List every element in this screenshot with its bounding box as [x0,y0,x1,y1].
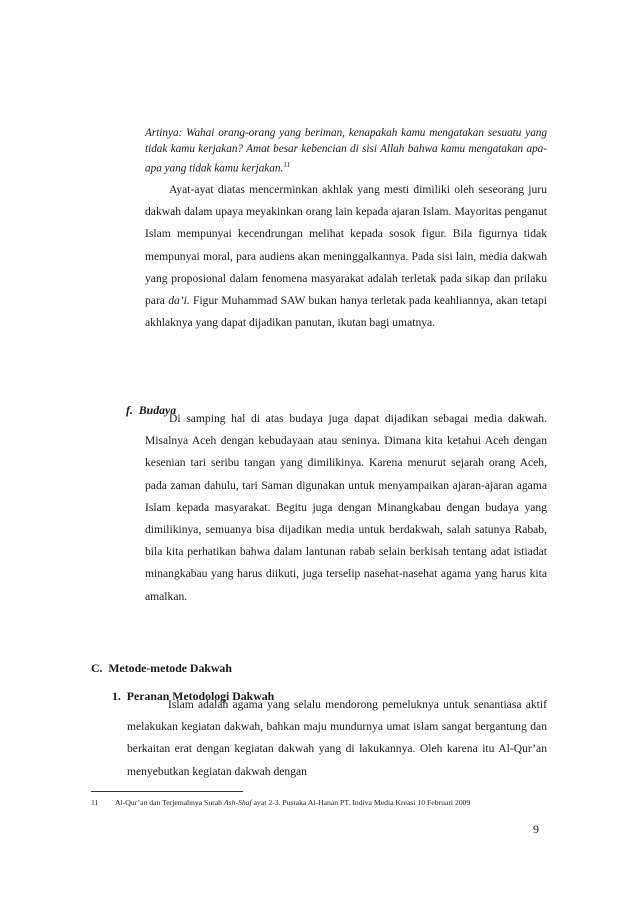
paragraph-akhlak [145,179,547,334]
subsection-1-title: Peranan Metodologi Dakwah [126,689,275,703]
footnote-after: ayat 2-3. Pustaka Al-Hanan PT. Indiva Media Kreasi 10 Februari 2009 [251,798,471,807]
paragraph-metodologi [127,694,547,783]
section-f-label: f. [126,403,133,417]
footnote-italic: Ash-Shaf [223,798,252,807]
section-c-label: C. [91,661,103,675]
section-c-heading [91,660,232,676]
quote-text: Artinya: Wahai orang-orang yang beriman, kenapakah kamu mengatakan sesuatu yang tidak kamu kerjakan? Amat besar kebencian di sisi Allah bahwa kamu mengatakan apa-apa yang tidak kamu kerjakan. [145,127,547,175]
paragraph1-italic: da’i. [168,294,190,308]
footnote-before: Al-Qur’an dan Terjemahnya Surah [115,798,224,807]
footnote-number: 11 [91,798,99,807]
quote-translation [145,126,547,177]
footnote [91,797,551,808]
section-f-title: Budaya [138,403,177,417]
paragraph-budaya [145,408,547,608]
page-number: 9 [533,822,539,836]
subsection-1-label: 1. [112,689,121,703]
section-f-text: Di samping hal di atas budaya juga dapat dijadikan sebagai media dakwah. Misalnya Aceh dengan kebudayaan atau seninya. Dimana kita ketahui Aceh dengan kesenian tari seribu tangan yang dimilikinya. Karena menurut sejarah orang Aceh, pada zaman dahulu, tari Saman digunakan untuk menyampaikan ajaran-ajaran agama Islam kepada masyarakat. Begitu juga dengan Minangkabau dengan budaya yang dimilikinya, semuanya bisa dijadikan media untuk berdakwah, salah satunya Rabab, bila kita perhatikan bahwa dalam lantunan rabab selain berkisah tentang adat istiadat minangkabau yang harus diikuti, juga terselip nasehat-nasehat agama yang harus kita amalkan. [145,412,547,603]
paragraph1-after: Figur Muhammad SAW bukan hanya terletak pada keahliannya, akan tetapi akhlaknya yang dapat dijadikan panutan, ikutan bagi umatnya. [145,294,547,330]
footnote-divider [91,791,243,792]
subsection-1-text: Islam adalah agama yang selalu mendorong pemeluknya untuk senantiasa aktif melakukan kegiatan dakwah, bahkan maju mundurnya umat islam sangat bergantung dan berkaitan erat dengan kegiatan dakwah yang di lakukannya. Oleh karena itu Al-Qur’an menyebutkan kegiatan dakwah dengan [127,698,547,778]
footnote-ref: 11 [283,160,291,169]
paragraph1-before: Ayat-ayat diatas mencerminkan akhlak yang mesti dimiliki oleh seseorang juru dakwah dalam upaya meyakinkan orang lain kepada ajaran Islam. Mayoritas penganut Islam mempunyai kecendrungan melihat kepada sosok figur. Bila figurnya tidak mempunyai moral, para audiens akan meninggalkannya. Pada sisi lain, media dakwah yang proposional dalam fenomena masyarakat adalah terletak pada sikap dan prilaku para [145,183,547,308]
section-c-title: Metode-metode Dakwah [108,661,232,675]
